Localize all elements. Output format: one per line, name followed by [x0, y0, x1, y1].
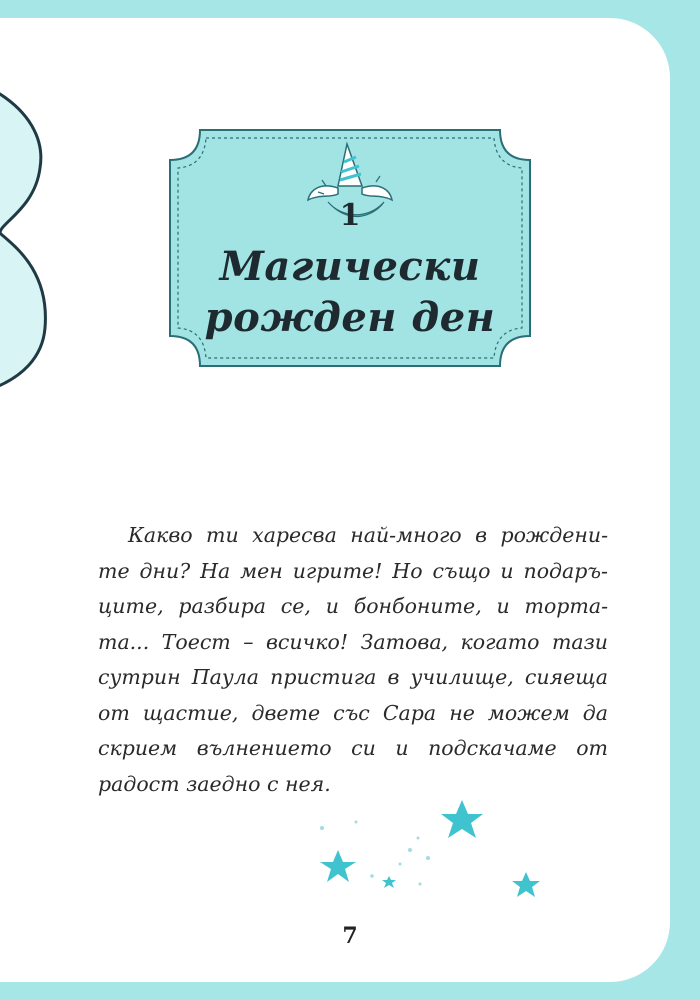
page-number: 7	[342, 923, 358, 949]
body-line: скрием вълнението си и подскачаме от	[98, 736, 608, 760]
body-line: сутрин Паула пристига в училище, сияеща	[98, 665, 608, 689]
chapter-title-line-1: Магически	[219, 243, 481, 290]
chapter-number: 1	[339, 198, 361, 233]
star-icon	[512, 872, 540, 897]
body-paragraph	[98, 518, 608, 802]
star-icon	[320, 850, 356, 882]
star-icon	[382, 876, 396, 888]
chapter-title-line-2: рожден ден	[204, 294, 496, 341]
book-page	[0, 18, 670, 982]
body-line: Какво ти харесва най-много в рождени-	[128, 523, 608, 547]
body-line: те дни? На мен игрите! Но също и подаръ-	[98, 558, 608, 583]
body-line: та... Тоест – всичко! Затова, когато тази	[98, 629, 608, 654]
body-line: ците, разбира се, и бонбоните, и торта-	[98, 594, 608, 618]
body-line: от щастие, двете със Сара не можем да	[98, 700, 608, 725]
stars-decoration	[300, 788, 560, 918]
star-icon	[441, 800, 483, 838]
body-line: радост заедно с нея.	[98, 771, 331, 796]
